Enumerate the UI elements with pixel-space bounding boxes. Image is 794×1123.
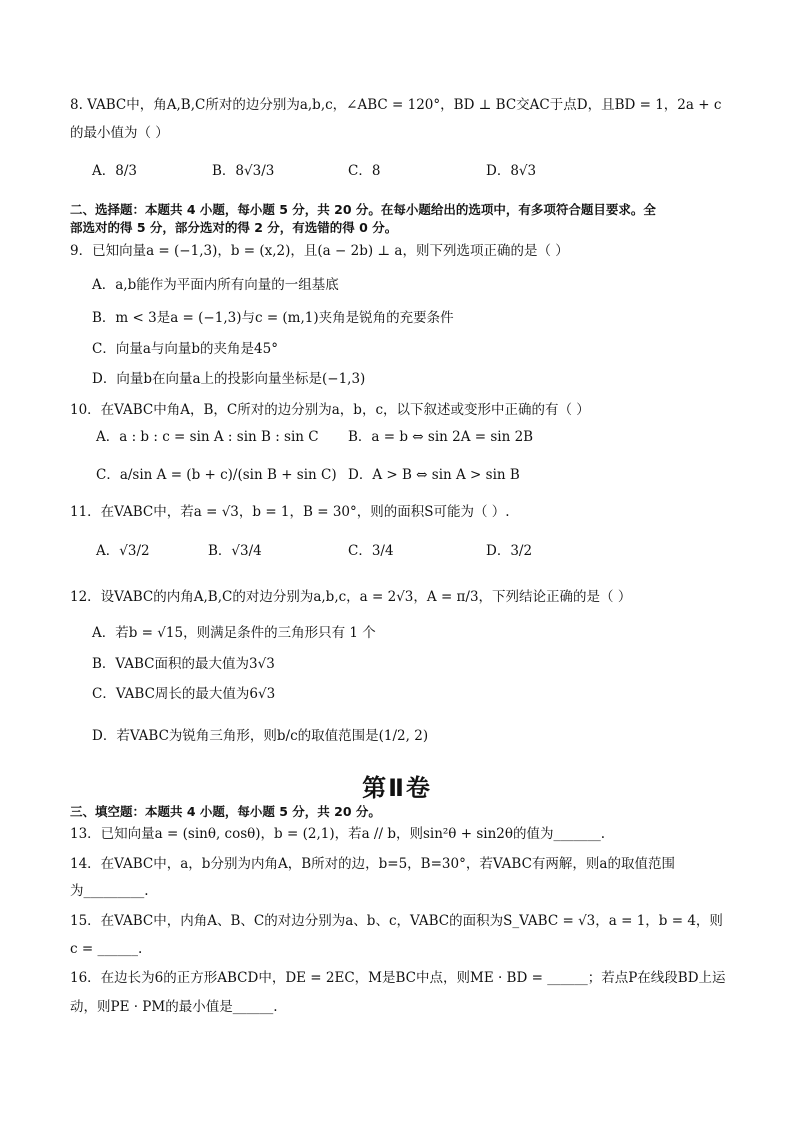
q9-option-a: A．a,b能作为平面内所有向量的一组基底 bbox=[92, 277, 339, 293]
q11-option-b: B．√3/4 bbox=[208, 543, 262, 559]
q11-option-d: D．3/2 bbox=[486, 543, 533, 559]
q9-option-b: B．m < 3是a = (−1,3)与c = (m,1)夹角是锐角的充要条件 bbox=[92, 310, 454, 326]
q8-option-d: D．8√3 bbox=[486, 163, 537, 179]
q9-stem: 9．已知向量a = (−1,3)，b = (x,2)，且(a − 2b) ⊥ a，则下列选项正确的是（ ） bbox=[70, 243, 569, 259]
q11-stem: 11．在VABC中，若a = √3，b = 1，B = 30°，则的面积S可能为（ ）. bbox=[70, 504, 510, 520]
q10-option-a: A．a : b : c = sin A : sin B : sin C bbox=[96, 429, 319, 445]
q12-option-b: B．VABC面积的最大值为3√3 bbox=[92, 656, 275, 672]
q16-stem-line1: 16．在边长为6的正方形ABCD中，DE = 2EC，M是BC中点，则ME · BD = ______；若点P在线段BD上运 bbox=[70, 970, 726, 986]
q12-option-c: C．VABC周长的最大值为6√3 bbox=[92, 686, 276, 702]
q9-option-c: C．向量a与向量b的夹角是45° bbox=[92, 341, 278, 357]
q11-option-a: A．√3/2 bbox=[96, 543, 150, 559]
q8-stem-line1: 8. VABC中，角A,B,C所对的边分别为a,b,c，∠ABC = 120°，BD ⊥ BC交AC于点D，且BD = 1，2a + c bbox=[70, 97, 722, 113]
part2-title: 第Ⅱ卷 bbox=[362, 774, 432, 802]
q8-option-b: B．8√3/3 bbox=[212, 163, 275, 179]
q10-option-c: C．a/sin A = (b + c)/(sin B + sin C) bbox=[96, 467, 337, 483]
q14-stem-line1: 14．在VABC中，a，b分别为内角A，B所对的边，b=5，B=30°，若VABC有两解，则a的取值范围 bbox=[70, 856, 675, 872]
q11-option-c: C．3/4 bbox=[348, 543, 394, 559]
q12-stem: 12．设VABC的内角A,B,C的对边分别为a,b,c，a = 2√3，A = π/3，下列结论正确的是（ ） bbox=[70, 589, 632, 605]
q8-option-a: A．8/3 bbox=[92, 163, 137, 179]
q12-option-d: D．若VABC为锐角三角形，则b/c的取值范围是(1/2, 2) bbox=[92, 728, 429, 744]
q15-stem-line1: 15．在VABC中，内角A、B、C的对边分别为a、b、c，VABC的面积为S_VABC = √3，a = 1，b = 4，则 bbox=[70, 913, 723, 929]
q9-option-d: D．向量b在向量a上的投影向量坐标是(−1,3) bbox=[92, 371, 366, 387]
q10-option-b: B．a = b ⇔ sin 2A = sin 2B bbox=[348, 429, 534, 445]
q16-stem-line2: 动，则PE · PM的最小值是______. bbox=[70, 999, 278, 1015]
q15-stem-line2: c = ______. bbox=[70, 941, 143, 957]
q14-stem-line2: 为_________. bbox=[70, 883, 149, 899]
q12-option-a: A．若b = √15，则满足条件的三角形只有 1 个 bbox=[92, 625, 376, 641]
q10-stem: 10．在VABC中角A，B，C所对的边分别为a，b，c，以下叙述或变形中正确的有（ ） bbox=[70, 402, 590, 418]
q10-option-d: D．A > B ⇔ sin A > sin B bbox=[348, 467, 520, 483]
q13-stem: 13．已知向量a = (sinθ, cosθ)，b = (2,1)，若a // b，则sin²θ + sin2θ的值为_______. bbox=[70, 826, 606, 842]
q8-option-c: C．8 bbox=[348, 163, 381, 179]
section3-header: 三、填空题：本题共 4 小题，每小题 5 分，共 20 分。 bbox=[70, 804, 381, 819]
q8-stem-line2: 的最小值为（ ） bbox=[70, 125, 169, 141]
section2-header-line2: 部选对的得 5 分，部分选对的得 2 分，有选错的得 0 分。 bbox=[70, 220, 398, 235]
section2-header-line1: 二、选择题：本题共 4 小题，每小题 5 分，共 20 分。在每小题给出的选项中，有多项符合题目要求。全 bbox=[70, 202, 656, 217]
